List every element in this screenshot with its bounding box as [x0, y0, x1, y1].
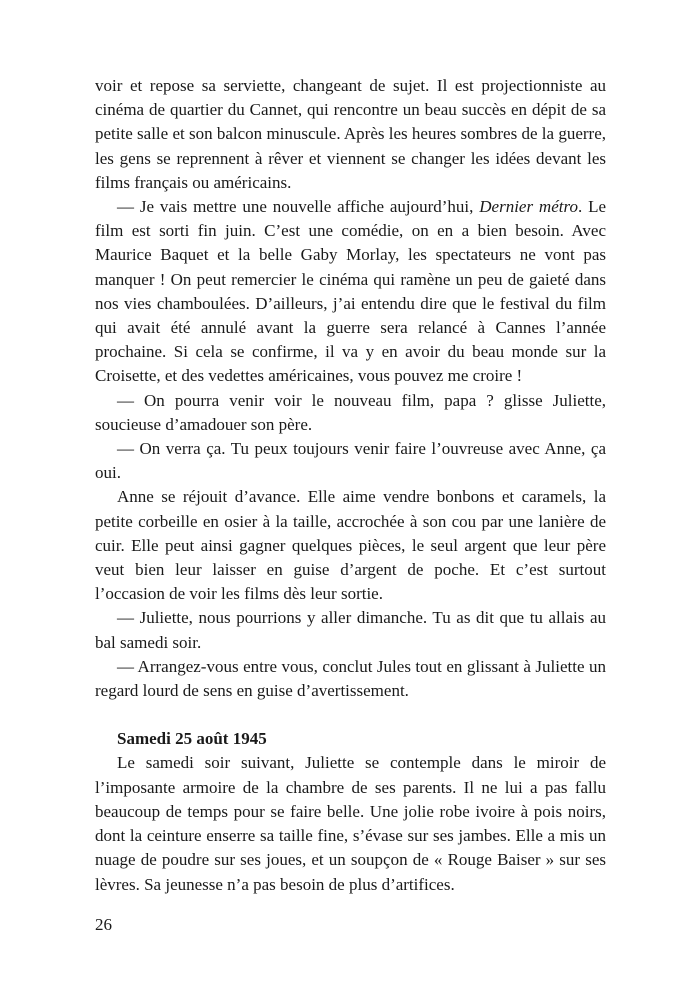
- paragraph-text: . Le film est sorti fin juin. C’est une comédie, on en a bien besoin. Avec Maurice Baquet et la belle Gaby Morlay, les spectateurs ne vont pas manquer ! On peut remercier le cinéma qui ramène un peu de gaieté dans nos vies chamboulées. D’ailleurs, j’ai entendu dire que le festival du film qui avait été annulé avant la guerre sera relancé à Cannes l’année prochaine. Si cela se confirme, il va y en avoir du beau monde sur la Croisette, et des vedettes américaines, vous pouvez me croire !: [95, 197, 606, 386]
- paragraph-text: — Juliette, nous pourrions y aller dimanche. Tu as dit que tu allais au bal samedi soir.: [95, 608, 606, 652]
- paragraph: [95, 389, 606, 437]
- paragraph: [95, 655, 606, 703]
- page-body: [95, 74, 606, 897]
- paragraph-text: — Je vais mettre une nouvelle affiche aujourd’hui,: [117, 197, 480, 217]
- paragraph: [95, 74, 606, 195]
- paragraph-text: voir et repose sa serviette, changeant de sujet. Il est projectionniste au cinéma de quartier du Cannet, qui rencontre un beau succès en dépit de sa petite salle et son balcon minuscule. Après les heures sombres de la guerre, les gens se reprennent à rêver et viennent se changer les idées devant les films français ou américains.: [95, 76, 606, 192]
- italic-title: Dernier métro: [479, 197, 578, 217]
- text-block-after-heading: [95, 751, 606, 896]
- text-block-before-heading: [95, 74, 606, 703]
- page-number: 26: [95, 915, 112, 934]
- paragraph-text: — On verra ça. Tu peux toujours venir faire l’ouvreuse avec Anne, ça oui.: [95, 439, 606, 483]
- paragraph-text: Le samedi soir suivant, Juliette se contemple dans le miroir de l’imposante armoire de la chambre de ses parents. Il ne lui a pas fallu beaucoup de temps pour se faire belle. Une jolie robe ivoire à pois noirs, dont la ceinture enserre sa taille fine, s’évase sur ses jambes. Elle a mis un nuage de poudre sur ses joues, et un soupçon de « Rouge Baiser » sur ses lèvres. Sa jeunesse n’a pas besoin de plus d’artifices.: [95, 753, 606, 894]
- paragraph-text: — Arrangez-vous entre vous, conclut Jules tout en glissant à Juliette un regard lourd de sens en guise d’avertissement.: [95, 656, 606, 701]
- paragraph: [95, 606, 606, 654]
- paragraph-text: Anne se réjouit d’avance. Elle aime vendre bonbons et caramels, la petite corbeille en osier à la taille, accrochée à son cou par une lanière de cuir. Elle peut ainsi gagner quelques pièces, le seul argent que leur père veut bien leur laisser en guise d’argent de poche. Et c’est surtout l’occasion de voir les films dès leur sortie.: [95, 487, 606, 604]
- section-heading: Samedi 25 août 1945: [117, 729, 267, 749]
- paragraph: [95, 437, 606, 485]
- paragraph-text: — On pourra venir voir le nouveau film, papa ? glisse Juliette, soucieuse d’amadouer son père.: [95, 390, 606, 434]
- paragraph: [95, 195, 606, 389]
- paragraph: [95, 485, 606, 606]
- paragraph: [95, 751, 606, 896]
